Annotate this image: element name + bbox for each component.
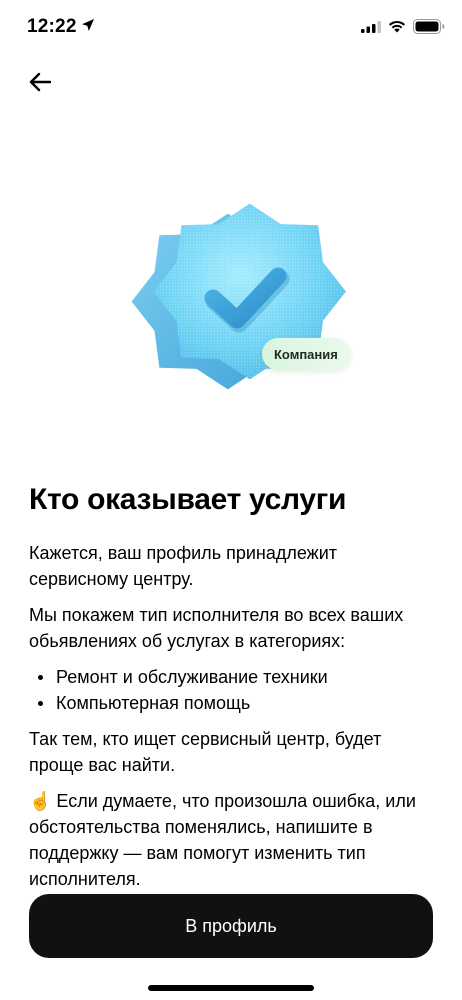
status-bar [0,0,462,54]
content [29,540,439,902]
support-paragraph [29,788,439,892]
company-badge [262,338,350,370]
pointing-up-emoji-icon: ☝️ [29,791,52,811]
to-profile-button[interactable] [29,894,433,958]
arrow-left-icon [29,72,51,92]
to-profile-button-label: В профиль [185,915,277,936]
battery-icon [413,19,445,34]
categories-list [29,664,439,716]
cellular-signal-icon [361,21,381,33]
location-arrow-icon [81,18,95,32]
home-indicator [148,985,314,991]
status-time: 12:22 [27,16,77,37]
list-item: Компьютерная помощь [29,690,439,716]
page-title: Кто оказывает услуги [29,483,347,516]
wifi-icon [388,19,406,33]
categories-intro: Мы покажем тип исполнителя во всех ваших обьявлениях об услугах в категориях: [29,605,404,651]
list-item: Ремонт и обслуживание техники [29,664,439,690]
benefit-paragraph: Так тем, кто ищет сервисный центр, будет проще вас найти. [29,729,382,775]
company-badge-label: Компания [274,346,338,362]
intro-paragraph: Кажется, ваш профиль принадлежит сервисному центру. [29,543,337,589]
verified-badge-icon [120,198,360,418]
support-text: Если думаете, что произошла ошибка, или обстоятельства поменялись, напишите в поддержку — вам помогут изменить тип исполнителя. [29,791,416,889]
back-button[interactable] [20,62,60,102]
